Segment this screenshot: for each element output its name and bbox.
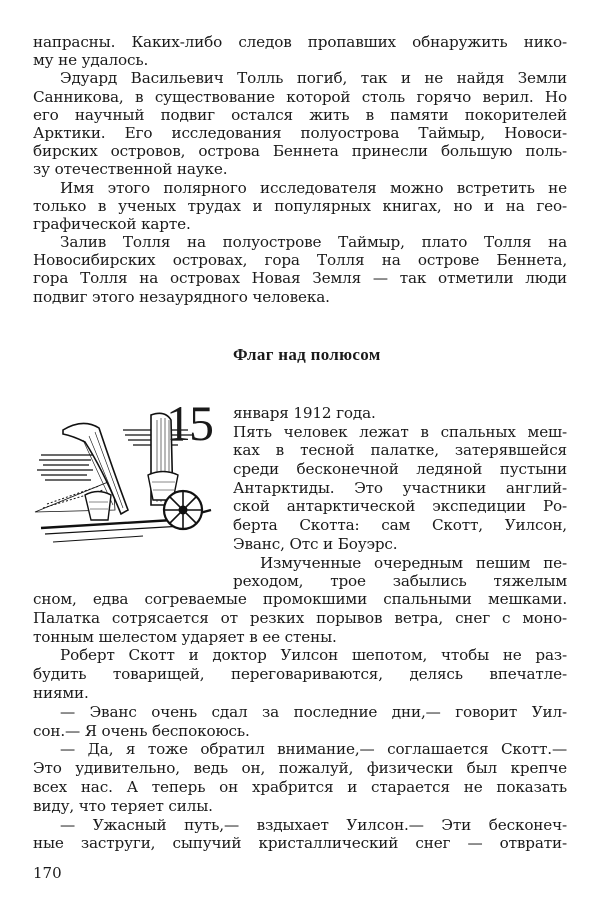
text-line: графической карте. xyxy=(33,214,191,233)
text-line: всех нас. А теперь он храбрится и старается не показать xyxy=(33,777,567,796)
drop-date-number: 15 xyxy=(166,395,212,451)
text-line: сном, едва согреваемые промокшими спальными мешками. xyxy=(33,590,567,608)
text-line: бирских островов, острова Беннета принесли большую поль- xyxy=(33,142,567,161)
text-line: Эванс, Отс и Боуэрс. xyxy=(233,534,398,553)
text-line: берта Скотта: сам Скотт, Уилсон, xyxy=(233,516,567,535)
page-number: 170 xyxy=(33,864,62,882)
text-line: Залив Толля на полуострове Таймыр, плато Толля на xyxy=(60,233,567,252)
text-line: гора Толля на островах Новая Земля — так отметили люди xyxy=(33,269,567,288)
section-body-text xyxy=(33,590,567,853)
text-line: зу отечественной науке. xyxy=(33,160,228,179)
text-line: тонным шелестом ударяет в ее стены. xyxy=(33,627,337,646)
text-line: подвиг этого незаурядного человека. xyxy=(33,287,330,306)
text-line: Имя этого полярного исследователя можно встретить не xyxy=(60,178,567,197)
text-line: только в ученых трудах и популярных книгах, но и на гео- xyxy=(33,196,567,215)
text-line: Арктики. Его исследования полуострова Таймыр, Новоси- xyxy=(33,123,567,142)
text-line: будить товарищей, переговариваются, делясь впечатле- xyxy=(33,665,567,684)
text-line: Палатка сотрясается от резких порывов ветра, снег с моно- xyxy=(33,608,567,627)
text-line: Санникова, в существование которой столь горячо верил. Но xyxy=(33,87,567,106)
text-line: среди бесконечной ледяной пустыни xyxy=(233,460,567,479)
text-line: — Ужасный путь,— вздыхает Уилсон.— Эти бесконеч- xyxy=(60,815,567,834)
text-line: реходом, трое забылись тяжелым xyxy=(233,572,567,591)
section-intro-text xyxy=(233,404,567,591)
text-line: Это удивительно, ведь он, пожалуй, физически был крепче xyxy=(33,759,567,778)
text-line: сон.— Я очень беспокоюсь. xyxy=(33,721,250,740)
text-line: ниями. xyxy=(33,683,89,702)
text-line: Антарктиды. Это участники англий- xyxy=(233,478,567,497)
text-line: ные заструги, сыпучий кристаллический снег — отврати- xyxy=(33,834,567,853)
text-line: Роберт Скотт и доктор Уилсон шепотом, чтобы не раз- xyxy=(60,646,567,665)
text-line: ках в тесной палатке, затерявшейся xyxy=(233,441,567,460)
text-line: напрасны. Каких-либо следов пропавших обнаружить нико- xyxy=(33,33,567,51)
text-line: му не удалось. xyxy=(33,51,149,70)
previous-section-text xyxy=(33,33,567,306)
text-line: Пять человек лежат в спальных меш- xyxy=(233,422,567,441)
text-line: Эдуард Васильевич Толль погиб, так и не найдя Земли xyxy=(60,69,567,88)
text-line: ской антарктической экспедиции Ро- xyxy=(233,497,567,516)
text-line: — Да, я тоже обратил внимание,— соглашается Скотт.— xyxy=(60,740,567,759)
text-line: виду, что теряет силы. xyxy=(33,796,213,815)
text-line: Измученные очередным пешим пе- xyxy=(260,553,567,572)
text-line: — Эванс очень сдал за последние дни,— говорит Уил- xyxy=(60,702,567,721)
text-line: января 1912 года. xyxy=(233,404,376,422)
text-line: его научный подвиг остался жить в памяти покорителей xyxy=(33,105,567,124)
text-line: Новосибирских островах, гора Толля на острове Беннета, xyxy=(33,251,567,270)
chapter-title: Флаг над полюсом xyxy=(233,345,381,364)
